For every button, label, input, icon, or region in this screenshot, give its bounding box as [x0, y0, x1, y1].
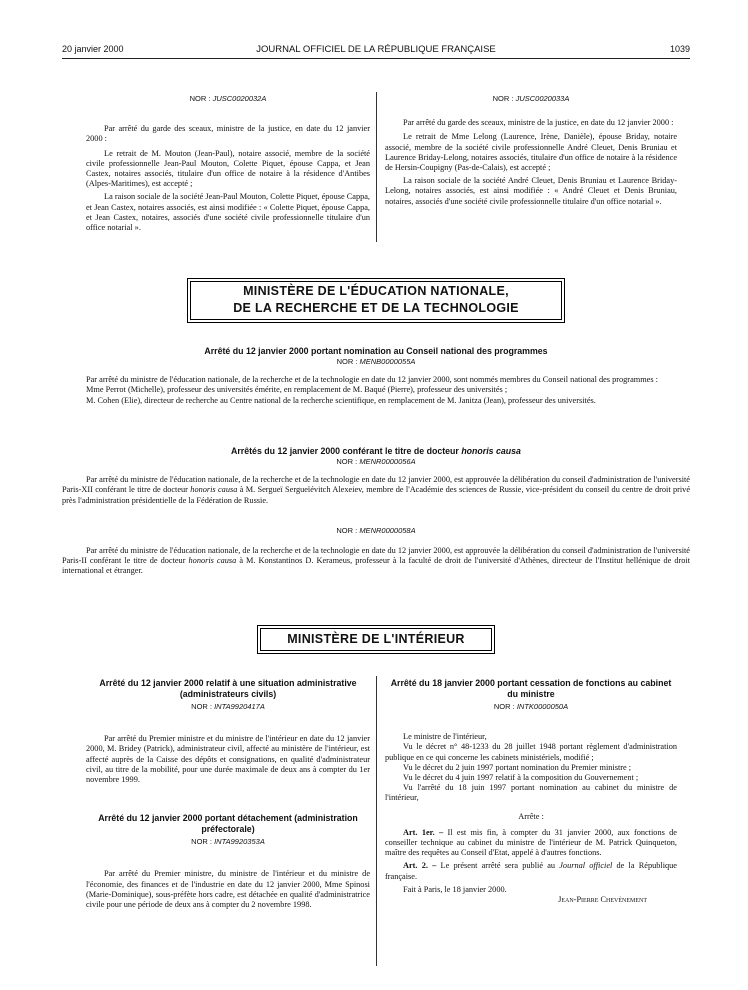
interior-right-column [385, 678, 677, 905]
article-1: Art. 1er. – Il est mis fin, à compter du 31 janvier 2000, aux fonctions de conseiller technique au cabinet du ministre de l'intérieur de M. Patrick Quinqueton, maître des requêtes au Conseil d'Etat, appelé à d'autres fonctions. [385, 827, 677, 858]
paragraph: Vu le décret du 2 juin 1997 portant nomination du Premier ministre ; [403, 762, 632, 772]
paragraph: Par arrêté du garde des sceaux, ministre de la justice, en date du 12 janvier 2000 : [403, 118, 674, 128]
nor-code: MENB0000055A [359, 357, 416, 366]
article-title: Arrêté du 12 janvier 2000 portant nomination au Conseil national des programmes [204, 346, 548, 356]
education-honoris-causa-article [62, 446, 690, 577]
nor-code: INTA9920417A [214, 702, 265, 711]
header-journal-title: JOURNAL OFFICIEL DE LA RÉPUBLIQUE FRANÇAISE [256, 44, 496, 55]
nor-line: NOR : MENR0000058A [336, 525, 416, 535]
header-page-number: 1039 [669, 44, 690, 54]
ministry-interior-banner [260, 628, 492, 651]
nor-line: NOR : JUSC0020033A [492, 94, 570, 103]
paragraph: Le retrait de Mme Lelong (Laurence, Irène, Danièle), épouse Briday, notaire associé, membre de la société civile professionnelle André Cleuet, Denis Bruniau et Laurence Briday-Lelong, notaires associés, titulaire d'un office de notaire à la résidence de Hersin-Coupigny (Pas-de-Calais), est accepté ; [385, 132, 677, 173]
paragraph: Par arrêté du Premier ministre, du ministre de l'intérieur et du ministre de l'économie, des finances et de l'industrie en date du 12 janvier 2000, Mme Spinosi (Marie-Dominique), sous-préfète hors cadre, est détachée en qualité d'administratrice civile pour une période de deux ans à compter du 2 novembre 1998. [86, 869, 370, 910]
nor-line: NOR : MENB0000055A [336, 357, 416, 366]
nor-line: NOR : MENR0000056A [336, 457, 416, 466]
done-at: Fait à Paris, le 18 janvier 2000. [403, 884, 507, 894]
ministry-title-line: DE LA RECHERCHE ET DE LA TECHNOLOGIE [233, 301, 519, 315]
ministry-education-banner [190, 281, 562, 320]
paragraph: La raison sociale de la société Jean-Paul Mouton, Colette Piquet, épouse Cappa, et Jean Castex, notaires associés, est ainsi modifiée : « Colette Piquet, épouse Cappa, et Jean Castex, notaires, associés d'une société civile professionnelle titulaire d'un office notarial ». [86, 192, 370, 233]
article-title: Arrêté du 12 janvier 2000 relatif à une situation administrative (administrateurs civils) [99, 678, 357, 699]
nor-code: JUSC0020032A [212, 94, 267, 103]
arrete-heading: Arrête : [518, 811, 544, 821]
paragraph: Vu l'arrêté du 18 juin 1997 portant nomination au cabinet du ministre de l'intérieur, [385, 783, 677, 803]
paragraph: Par arrêté du ministre de l'éducation nationale, de la recherche et de la technologie en date du 12 janvier 2000, est approuvée la délibération du conseil d'administration de l'université Paris-XII conférant le titre de docteur honoris causa à M. Sergueï Sergueïévitch Alexeiev, membre de l'Académie des sciences de Russie, vice-président du conseil du centre de droit privé près l'administration présidentielle de la Fédération de Russie. [62, 475, 691, 505]
paragraph: M. Cohen (Elie), directeur de recherche au Centre national de la recherche scientifique, en remplacement de M. Janitza (Jean), professeur des universités. [86, 395, 596, 405]
paragraph: Mme Perrot (Michelle), professeur des universités émérite, en remplacement de M. Baqué (Pierre), professeur des universités ; [86, 385, 508, 395]
paragraph: Par arrêté du garde des sceaux, ministre de la justice, en date du 12 janvier 2000 : [86, 124, 370, 144]
top-left-article [86, 94, 370, 233]
header-rule [62, 58, 690, 59]
paragraph: Par arrêté du ministre de l'éducation nationale, de la recherche et de la technologie en date du 12 janvier 2000, est approuvée la délibération du conseil d'administration de l'université Paris-II conférant le titre de docteur honoris causa à M. Konstantinos D. Kerameus, professeur à la faculté de droit de l'université d'Athènes, directeur de l'Institut hellénique de droit international et étranger. [62, 546, 690, 576]
ministry-title-line: MINISTÈRE DE L'INTÉRIEUR [287, 632, 465, 646]
paragraph: Par arrêté du ministre de l'éducation nationale, de la recherche et de la technologie en date du 12 janvier 2000, sont nommés membres du Conseil national des programmes : [86, 375, 658, 385]
article-title: Arrêté du 12 janvier 2000 portant détachement (administration préfectorale) [98, 813, 358, 835]
nor-code: INTA9920353A [214, 837, 265, 847]
nor-line: NOR : INTK0000050A [493, 702, 569, 711]
paragraph: La raison sociale de la société André Cleuet, Denis Bruniau et Laurence Briday-Lelong, notaires associés, est ainsi modifiée : « André Cleuet et Denis Bruniau, notaires, associés d'une société civile professionnelle titulaire d'un office notarial ». [385, 176, 677, 206]
signature: Jean-Pierre Chevènement [558, 895, 647, 905]
nor-code: MENR0000056A [359, 457, 416, 466]
paragraph: Par arrêté du Premier ministre et du ministre de l'intérieur en date du 12 janvier 2000, M. Bridey (Patrick), administrateur civil, affecté au ministère de l'intérieur, est affecté auprès de la Caisse des dépôts et consignations, en qualité d'administrateur civil, au titre de la mobilité, pour une durée maximale de deux ans à compter du 1er novembre 1999. [86, 734, 370, 785]
ministry-title-line: MINISTÈRE DE L'ÉDUCATION NATIONALE, [243, 284, 509, 298]
interior-left-column [86, 678, 370, 910]
paragraph: Vu le décret du 4 juin 1997 relatif à la composition du Gouvernement ; [403, 773, 639, 783]
column-divider [376, 676, 377, 966]
nor-line: NOR : INTA9920417A [191, 702, 265, 711]
education-nomination-article [62, 346, 690, 406]
header-date: 20 janvier 2000 [62, 44, 124, 54]
nor-code: MENR0000058A [359, 525, 416, 535]
nor-line: NOR : INTA9920353A [191, 837, 265, 847]
paragraph: Le retrait de M. Mouton (Jean-Paul), notaire associé, membre de la société civile professionnelle Jean-Paul Mouton, Colette Piquet, épouse Cappa, et Jean Castex, notaires associés, titulaire d'un office de notaire à la résidence d'Antibes (Alpes-Maritimes), est accepté ; [86, 148, 370, 189]
nor-code: INTK0000050A [516, 702, 569, 711]
nor-line: NOR : JUSC0020032A [189, 94, 267, 103]
article-title: Arrêtés du 12 janvier 2000 conférant le titre de docteur honoris causa [231, 446, 521, 456]
column-divider [376, 92, 377, 242]
paragraph: Le ministre de l'intérieur, [403, 732, 487, 742]
paragraph: Vu le décret n° 48-1233 du 28 juillet 1948 portant règlement d'administration publique en ce qui concerne les cabinets ministériels, modifié ; [385, 742, 677, 762]
top-right-article [385, 94, 677, 207]
article-2: Art. 2. – Le présent arrêté sera publié au Journal officiel de la République française. [385, 861, 677, 881]
nor-code: JUSC0020033A [515, 94, 570, 103]
article-title: Arrêté du 18 janvier 2000 portant cessation de fonctions au cabinet du ministre [390, 678, 672, 699]
